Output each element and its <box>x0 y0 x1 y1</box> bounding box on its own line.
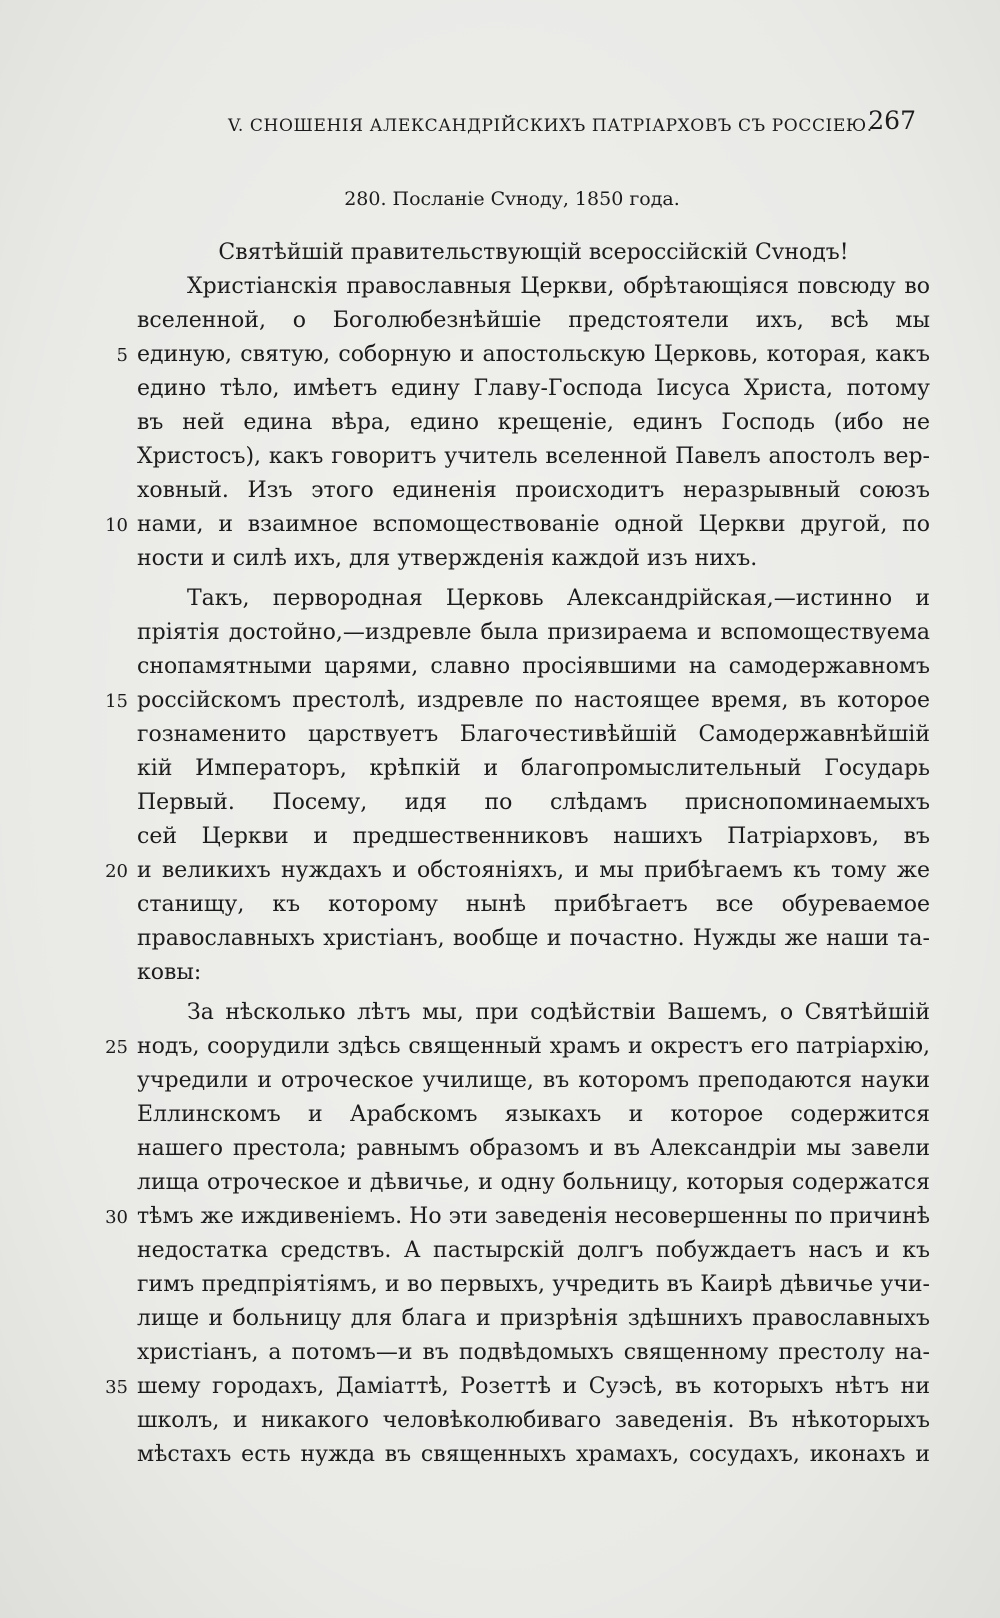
running-title: V. СНОШЕНІЯ АЛЕКСАНДРІЙСКИХЪ ПАТРІАРХОВЪ СЪ РОССІЕЮ. <box>228 116 873 136</box>
line-text: шему городахъ, Даміаттѣ, Розеттѣ и Суэсѣ, въ которыхъ нѣтъ ни <box>137 1374 930 1399</box>
text-line <box>137 1336 930 1370</box>
line-text: снопамятными царями, славно просіявшими на самодержавномъ <box>137 654 930 679</box>
text-line <box>137 752 930 786</box>
text-line <box>137 372 930 406</box>
text-line <box>137 440 930 474</box>
line-number: 30 <box>105 1207 128 1228</box>
line-text: Христосъ), какъ говоритъ учитель вселенной Павелъ апостолъ вер- <box>137 444 930 469</box>
text-line <box>137 616 930 650</box>
line-text: вселенной, о Боголюбезнѣйшіе предстоятели ихъ, всѣ мы <box>137 308 930 333</box>
line-number: 35 <box>105 1377 128 1398</box>
line-text: Святѣйшій правительствующій всероссійскій Сvнодъ! <box>218 240 849 265</box>
line-number: 25 <box>105 1037 128 1058</box>
line-number: 10 <box>105 515 128 536</box>
line-text: мѣстахъ есть нужда въ священныхъ храмахъ, сосудахъ, иконахъ и <box>137 1442 930 1467</box>
text-line <box>105 684 930 718</box>
line-text: учредили и отроческое училище, въ которомъ преподаются науки <box>137 1068 930 1093</box>
text-line <box>137 1132 930 1166</box>
body-text <box>105 236 930 1472</box>
running-head <box>228 106 918 146</box>
line-text: лище и больницу для блага и призрѣнія здѣшнихъ православныхъ <box>137 1306 930 1331</box>
line-text: нашего престола; равнымъ образомъ и въ Александріи мы завели <box>137 1136 930 1161</box>
text-line <box>105 1200 930 1234</box>
text-line <box>137 888 930 922</box>
line-text: Еллинскомъ и Арабскомъ языкахъ и которое содержится <box>137 1102 930 1127</box>
line-text: кій Императоръ, крѣпкій и благопромыслительный Государь <box>137 756 930 781</box>
text-line <box>137 786 930 820</box>
line-number: 15 <box>105 691 128 712</box>
text-line <box>105 1370 930 1404</box>
text-line <box>137 270 930 304</box>
line-text: Христіанскія православныя Церкви, обрѣтающіяся повсюду во <box>187 274 930 299</box>
line-text: За нѣсколько лѣтъ мы, при содѣйствіи Вашемъ, о Святѣйшій <box>187 1000 930 1025</box>
line-text: гознаменито царствуетъ Благочестивѣйшій Самодержавнѣйшій <box>137 722 930 747</box>
line-text: нодъ, соорудили здѣсь священный храмъ и окрестъ его патріархію, <box>137 1034 930 1059</box>
line-text: единую, святую, соборную и апостольскую Церковь, которая, какъ <box>137 342 930 367</box>
line-text: тѣмъ же иждивеніемъ. Но эти заведенія несовершенны по причинѣ <box>137 1204 930 1229</box>
line-text: школъ, и никакого человѣколюбиваго заведенія. Въ нѣкоторыхъ <box>137 1408 930 1433</box>
line-text: ховный. Изъ этого единенія происходитъ неразрывный союзъ <box>137 478 930 503</box>
line-text: православныхъ христіанъ, вообще и почастно. Нужды же наши та- <box>137 926 930 951</box>
line-text: гимъ предпріятіямъ, и во первыхъ, учредить въ Каирѣ дѣвичье учи- <box>137 1272 930 1297</box>
line-text: россійскомъ престолѣ, издревле по настоящее время, въ которое <box>137 688 930 713</box>
text-line <box>105 854 930 888</box>
line-text: пріятія достойно,—издревле была призираема и вспомоществуема <box>137 620 930 645</box>
line-text: и великихъ нуждахъ и обстояніяхъ, и мы прибѣгаемъ къ тому же <box>137 858 930 883</box>
text-line <box>137 406 930 440</box>
text-line <box>137 1268 930 1302</box>
text-line <box>137 1234 930 1268</box>
text-line <box>137 956 930 990</box>
line-text: недостатка средствъ. А пастырскій долгъ побуждаетъ насъ и къ <box>137 1238 930 1263</box>
line-number: 5 <box>116 345 128 366</box>
line-text: едино тѣло, имѣетъ едину Главу-Господа Іисуса Христа, потому <box>137 376 930 401</box>
section-heading: 280. Посланіе Сvноду, 1850 года. <box>344 188 680 210</box>
text-line <box>105 508 930 542</box>
text-line <box>105 1030 930 1064</box>
text-line <box>137 1098 930 1132</box>
line-text: Первый. Посему, идя по слѣдамъ приснопоминаемыхъ <box>137 790 930 815</box>
text-line <box>137 304 930 338</box>
text-line <box>137 1302 930 1336</box>
text-line <box>137 1064 930 1098</box>
text-line <box>137 922 930 956</box>
line-number: 20 <box>105 861 128 882</box>
page-number: 267 <box>868 106 916 135</box>
text-line <box>137 650 930 684</box>
line-text: христіанъ, а потомъ—и въ подвѣдомыхъ священному престолу на- <box>137 1340 930 1365</box>
line-text: въ ней едина вѣра, едино крещеніе, единъ Господь (ибо не <box>137 410 930 435</box>
line-text: нами, и взаимное вспомоществованіе одной Церкви другой, по <box>137 512 930 537</box>
text-line <box>137 820 930 854</box>
line-text: Такъ, первородная Церковь Александрійская,—истинно и <box>187 586 930 611</box>
line-text: ности и силѣ ихъ, для утвержденія каждой изъ нихъ. <box>137 546 758 571</box>
text-line <box>137 1438 930 1472</box>
text-line <box>137 236 930 270</box>
text-line <box>137 542 930 576</box>
text-line <box>137 582 930 616</box>
text-line <box>116 338 930 372</box>
line-text: ковы: <box>137 960 202 985</box>
text-line <box>137 718 930 752</box>
text-line <box>137 1404 930 1438</box>
text-line <box>137 996 930 1030</box>
line-text: лища отроческое и дѣвичье, и одну больницу, которыя содержатся <box>137 1170 930 1195</box>
text-line <box>137 474 930 508</box>
line-text: станищу, къ которому нынѣ прибѣгаетъ все обуреваемое <box>137 892 930 917</box>
text-line <box>137 1166 930 1200</box>
line-text: сей Церкви и предшественниковъ нашихъ Патріарховъ, въ <box>137 824 930 849</box>
